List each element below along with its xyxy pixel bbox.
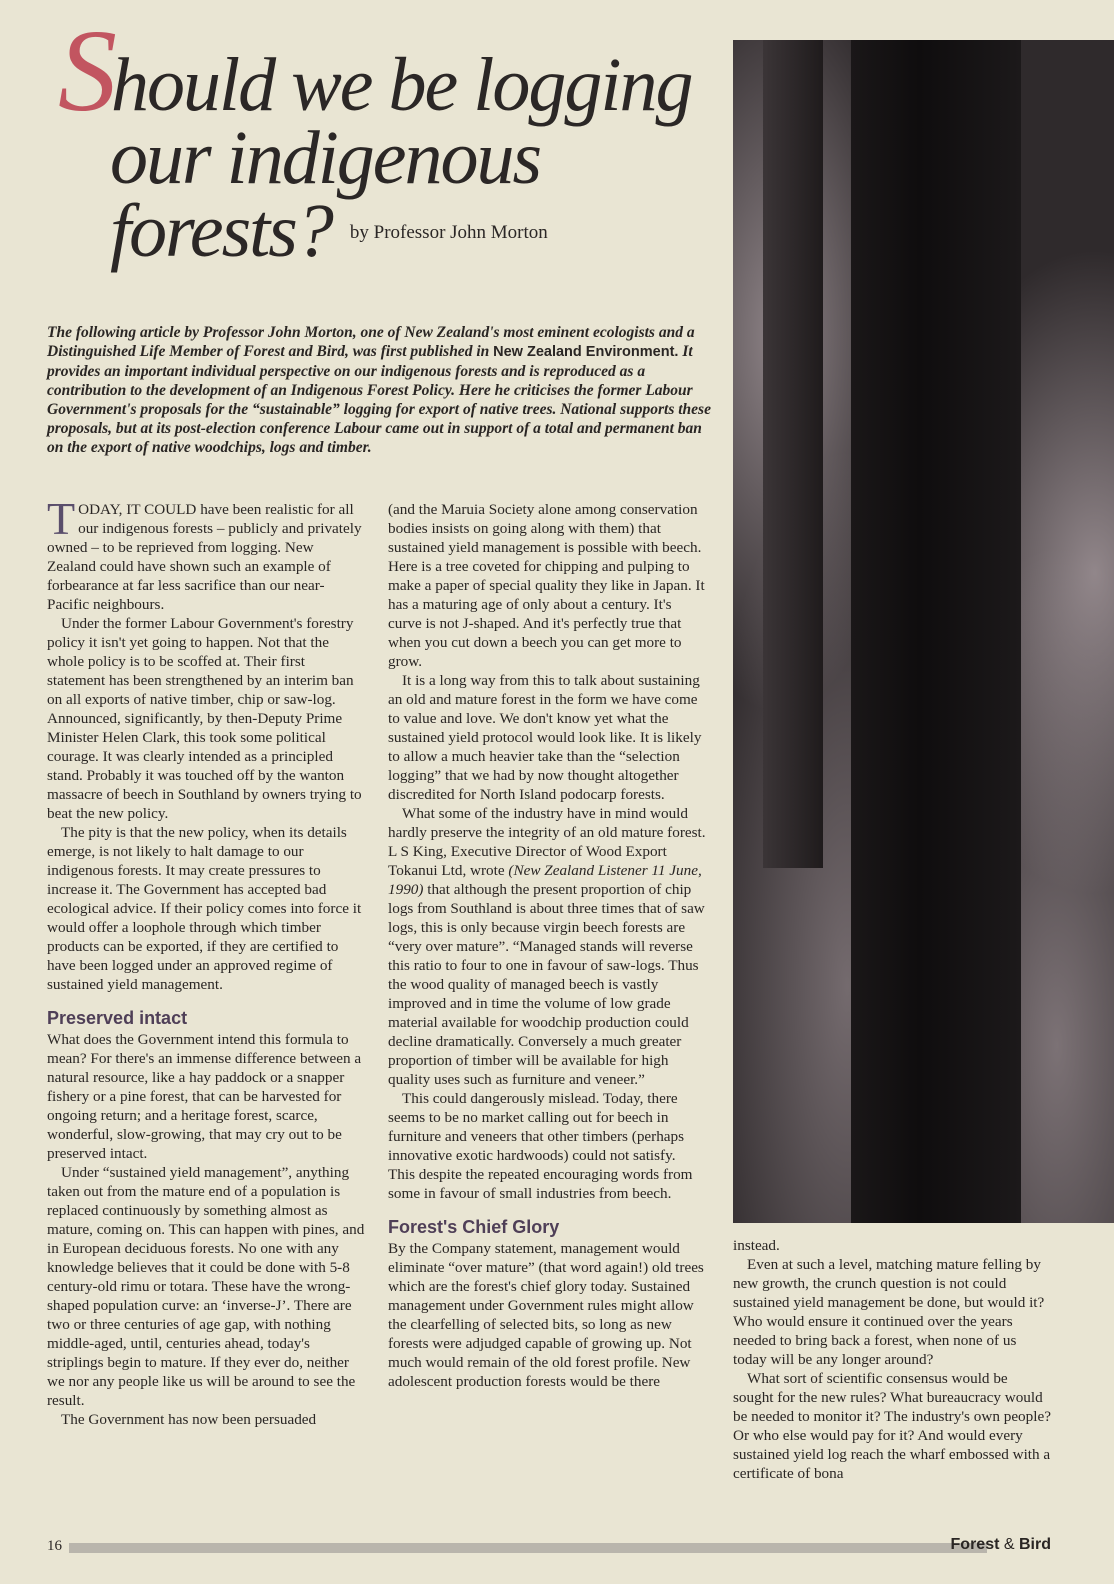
citation: (New Zealand Listener 11 June, 1990) xyxy=(388,862,702,898)
brand-word-2: Bird xyxy=(1019,1536,1051,1553)
intro-publication: New Zealand Environment. xyxy=(493,344,679,360)
paragraph: It is a long way from this to talk about sustaining an old and mature forest in the form we have come to value and love. We don't know yet what the sustained yield protocol would look like. It is likely to allow a much heavier take than the “selection logging” that we had by now thought altogether discredited for North Island podocarp forests. xyxy=(388,672,702,803)
article-title xyxy=(58,5,708,273)
intro-paragraph xyxy=(47,323,717,457)
article-column-2 xyxy=(388,500,706,1391)
section-heading-preserved-intact: Preserved intact xyxy=(47,1008,188,1028)
paragraph: What does the Government intend this formula to mean? For there's an immense difference between a natural resource, like a hay paddock or a snapper fishery or a pine forest, that can be harvested for ongoing return; and a heritage forest, scarce, wonderful, slow-growing, that may cry out to be preserved intact. xyxy=(47,1031,362,1162)
paragraph: What sort of scientific consensus would be sought for the new rules? What bureaucracy would be needed to monitor it? The industry's own people? Or who else would pay for it? And would every sustained yield log reach the wharf embossed with a certificate of bona xyxy=(733,1370,1051,1482)
paragraph-text: What some of the industry have in mind would hardly preserve the integrity of an old mature forest. L S King, Executive Director of Wood Export Tokanui Ltd, wrote xyxy=(388,805,706,879)
paragraph: Under the former Labour Government's forestry policy it isn't yet going to happen. Not that the whole policy is to be scoffed at. Their first statement has been strengthened by an interim ban on all exports of native timber, chip or saw-log. Announced, significantly, by then-Deputy Prime Minister Helen Clark, this took some political courage. It was clearly intended as a principled stand. Probably it was touched off by the wanton massacre of beech in Southland by owners trying to beat the new policy. xyxy=(47,615,362,822)
brand-word-1: Forest xyxy=(950,1536,1000,1553)
title-dropcap: S xyxy=(58,5,115,136)
lead-caps: ODAY, IT COULD xyxy=(78,501,197,518)
paragraph-text: that although the present proportion of chip logs from Southland is about three times that of saw logs, this is only because virgin beech forests are “very over mature”. “Managed stands will reverse this ratio to four to one in favour of saw-logs. Thus the wood quality of managed beech is vastly improved and in time the volume of low grade material available for woodchip production could decline dramatically. Conversely a much greater proportion of timber will be available for high quality uses such as furniture and veneer.” xyxy=(388,881,705,1088)
paragraph: The pity is that the new policy, when its details emerge, is not likely to halt damage to our indigenous forests. It may create pressures to increase it. The Government has accepted bad ecological advice. If their policy comes into force it would offer a loophole through which timber products can be exported, if they are certified to have been logged under an approved regime of sustained yield management. xyxy=(47,824,362,993)
photo-tree-trunk xyxy=(851,40,1021,1223)
paragraph-text: have been realistic for all our indigenous forests – publicly and privately owned – to be reprieved from logging. New Zealand could have shown such an example of forbearance at far less sacrifice than our near-Pacific neighbours. xyxy=(47,501,362,613)
byline: by Professor John Morton xyxy=(349,222,548,243)
article-column-3 xyxy=(733,1236,1051,1483)
brand-ampersand: & xyxy=(1003,1536,1015,1553)
intro-part-1: The following article by Professor John Morton, one of New Zealand's most eminent ecologists and a Distinguished Life Member of Forest and Bird, was first published in xyxy=(47,324,695,360)
paragraph: instead. xyxy=(733,1237,780,1254)
article-column-1 xyxy=(47,493,365,1429)
intro-part-2: It provides an important individual perspective on our indigenous forests and is reproduced as a contribution to the development of an Indigenous Forest Policy. Here he criticises the former Labour Government's proposals for the “sustainable” logging for export of native trees. National supports these proposals, but at its post-election conference Labour came out in support of a total and permanent ban on the export of native woodchips, logs and timber. xyxy=(47,343,711,456)
forest-photo xyxy=(733,40,1114,1223)
paragraph: This could dangerously mislead. Today, there seems to be no market calling out for beech in furniture and veneers that other timbers (perhaps innovative exotic hardwoods) could not satisfy. This despite the repeated encouraging words from some in favour of small industries from beech. xyxy=(388,1090,693,1202)
title-line-1: hould we be logging xyxy=(111,43,692,127)
paragraph: The Government has now been persuaded xyxy=(61,1411,317,1428)
title-line-2: our indigenous xyxy=(110,116,541,200)
paragraph xyxy=(47,493,365,614)
paragraph xyxy=(388,804,706,1089)
paragraph: Under “sustained yield management”, anything taken out from the mature end of a population is replaced continuously by something almost as mature, coming on. This can happen with pines, and in European deciduous forests. No one with any knowledge believes that it could be done with 5-8 century-old rimu or totara. These have the wrong-shaped population curve: an ‘inverse-J’. There are two or three centuries of age gap, with nothing middle-aged, until, centuries ahead, today's striplings begin to mature. If they ever do, neither we nor any people like us will be around to see the result. xyxy=(47,1164,365,1409)
paragraph: By the Company statement, management would eliminate “over mature” (that word again!) old trees which are the forest's chief glory today. Sustained management under Government rules might allow the clearfelling of selected bits, so long as new forests were adjudged capable of growing up. Not much would remain of the old forest profile. New adolescent production forests would be there xyxy=(388,1240,704,1390)
photo-tree-trunk-left xyxy=(763,40,823,868)
paragraph: (and the Maruia Society alone among conservation bodies insists on going along with them) that sustained yield management is possible with beech. Here is a tree coveted for chipping and pulping to make a paper of special quality they like in Japan. It has a maturing age of only about a century. It's curve is not J-shaped. And it's perfectly true that when you cut down a beech you can get more to grow. xyxy=(388,501,705,670)
paragraph: Even at such a level, matching mature felling by new growth, the crunch question is not could sustained yield management be done, but would it? Who would ensure it continued over the years needed to bring back a forest, when none of us today will be any longer around? xyxy=(733,1256,1045,1368)
page-footer xyxy=(47,1536,1051,1560)
title-line-3: forests? xyxy=(110,189,332,273)
section-heading-chief-glory: Forest's Chief Glory xyxy=(388,1217,560,1237)
footer-rule xyxy=(69,1543,987,1553)
page-number: 16 xyxy=(47,1538,62,1554)
paragraph-dropcap: T xyxy=(47,493,76,544)
magazine-brand xyxy=(951,1536,1051,1554)
